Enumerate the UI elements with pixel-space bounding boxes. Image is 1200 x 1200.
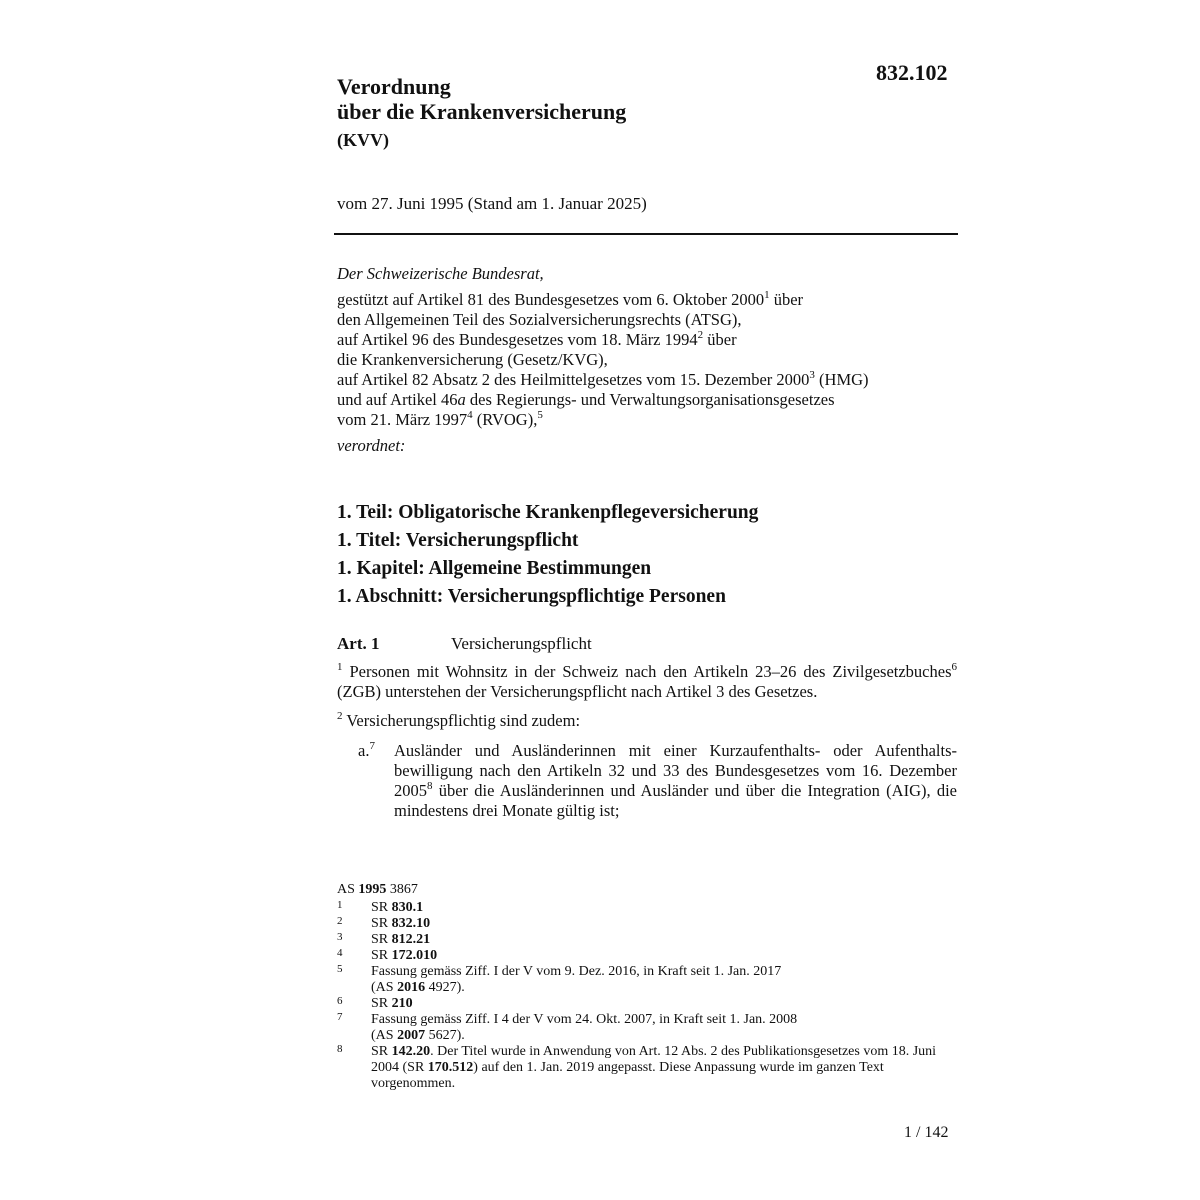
preamble-line: auf Artikel 82 Absatz 2 des Heilmittelgesetzes vom 15. Dezember 2000$^3$ (HMG) bbox=[337, 368, 869, 389]
list-item-text: Ausländer und Ausländerinnen mit einer Kurzaufenthalts- oder Aufenthaltsbewilligung nach den Artikeln 32 und 33 des Bundesgesetzes vom 16. Dezember 2005$^8$ über die Ausländerinnen und Ausländer und über die Integration (AIG), die mindestens drei Monate gültig ist; bbox=[394, 741, 957, 820]
preamble-line: die Krankenversicherung (Gesetz/KVG), bbox=[337, 350, 608, 369]
list-item-a bbox=[337, 741, 957, 821]
date-line: vom 27. Juni 1995 (Stand am 1. Januar 2025) bbox=[337, 194, 647, 213]
preamble-decree: verordnet: bbox=[337, 436, 406, 455]
preamble-line: auf Artikel 96 des Bundesgesetzes vom 18. März 1994$^2$ über bbox=[337, 328, 737, 349]
preamble bbox=[337, 264, 957, 456]
article-body bbox=[337, 662, 957, 740]
article-title: Versicherungspflicht bbox=[451, 634, 592, 653]
preamble-line: gestützt auf Artikel 81 des Bundesgesetzes vom 6. Oktober 2000$^1$ über bbox=[337, 288, 804, 309]
heading-part: 1. Teil: Obligatorische Krankenpflegeversicherung bbox=[337, 502, 759, 523]
footnote: 3 SR 812.21 bbox=[337, 931, 431, 947]
document-title bbox=[337, 74, 626, 124]
article-paragraph-1: $^1$ Personen mit Wohnsitz in der Schweiz nach den Artikeln 23–26 des Zivilgesetzbuches$^6$ (ZGB) unterstehen der Versicherungspflicht nach Artikel 3 des Gesetzes. bbox=[337, 660, 957, 701]
footnote: 8 SR 142.20. Der Titel wurde in Anwendung von Art. 12 Abs. 2 des Publikationsgesetzes vom 18. Juni 2004 (SR 170.512) auf den 1. Jan. 2019 angepasst. Diese Anpassung wurde im ganzen Text vorgenommen. bbox=[337, 1043, 937, 1091]
footnotes bbox=[337, 882, 957, 1092]
sr-number: 832.102 bbox=[876, 60, 948, 85]
footnote-ref[interactable]: 8 bbox=[427, 779, 433, 792]
preamble-line: vom 21. März 1997$^4$ (RVOG),$^5$ bbox=[337, 408, 543, 429]
title-line-2: über die Krankenversicherung bbox=[337, 99, 627, 124]
footnote: 1 SR 830.1 bbox=[337, 899, 424, 915]
footnote: 5 Fassung gemäss Ziff. I der V vom 9. Dez. 2016, in Kraft seit 1. Jan. 2017 (AS 2016 4927). bbox=[337, 963, 782, 995]
footnote-ref[interactable]: 1 bbox=[764, 288, 770, 301]
article-paragraph-2: $^2$ Versicherungspflichtig sind zudem: bbox=[337, 709, 581, 730]
preamble-authority: Der Schweizerische Bundesrat, bbox=[337, 264, 544, 283]
footnote-ref[interactable]: 2 bbox=[697, 328, 704, 341]
footnote: 2 SR 832.10 bbox=[337, 915, 431, 931]
header-divider bbox=[334, 233, 958, 235]
footnote: 7 Fassung gemäss Ziff. I 4 der V vom 24. Okt. 2007, in Kraft seit 1. Jan. 2008 (AS 2007 5627). bbox=[337, 1011, 798, 1043]
heading-title: 1. Titel: Versicherungspflicht bbox=[337, 530, 579, 551]
footnote-ref[interactable]: 3 bbox=[809, 368, 815, 381]
article-heading bbox=[337, 634, 592, 654]
as-reference: AS 1995 3867 bbox=[337, 882, 418, 897]
preamble-line: den Allgemeinen Teil des Sozialversicherungsrechts (ATSG), bbox=[337, 310, 742, 329]
footnote-ref[interactable]: 5 bbox=[537, 408, 543, 421]
list-marker: a.$^7$ bbox=[358, 739, 375, 760]
preamble-line: und auf Artikel 46a des Regierungs- und Verwaltungsorganisationsgesetzes bbox=[337, 390, 835, 409]
document-abbreviation: (KVV) bbox=[337, 130, 389, 150]
section-headings bbox=[337, 499, 758, 611]
title-line-1: Verordnung bbox=[337, 74, 451, 99]
article-number: Art. 1 bbox=[337, 634, 380, 653]
footnote: 4 SR 172.010 bbox=[337, 947, 438, 963]
heading-section: 1. Abschnitt: Versicherungspflichtige Personen bbox=[337, 586, 726, 607]
page-number: 1 / 142 bbox=[904, 1124, 949, 1141]
heading-chapter: 1. Kapitel: Allgemeine Bestimmungen bbox=[337, 558, 652, 579]
footnote-ref[interactable]: 4 bbox=[467, 408, 473, 421]
footnote: 6 SR 210 bbox=[337, 995, 413, 1011]
footnote-ref[interactable]: 7 bbox=[369, 739, 375, 752]
footnote-ref[interactable]: 6 bbox=[951, 660, 957, 673]
